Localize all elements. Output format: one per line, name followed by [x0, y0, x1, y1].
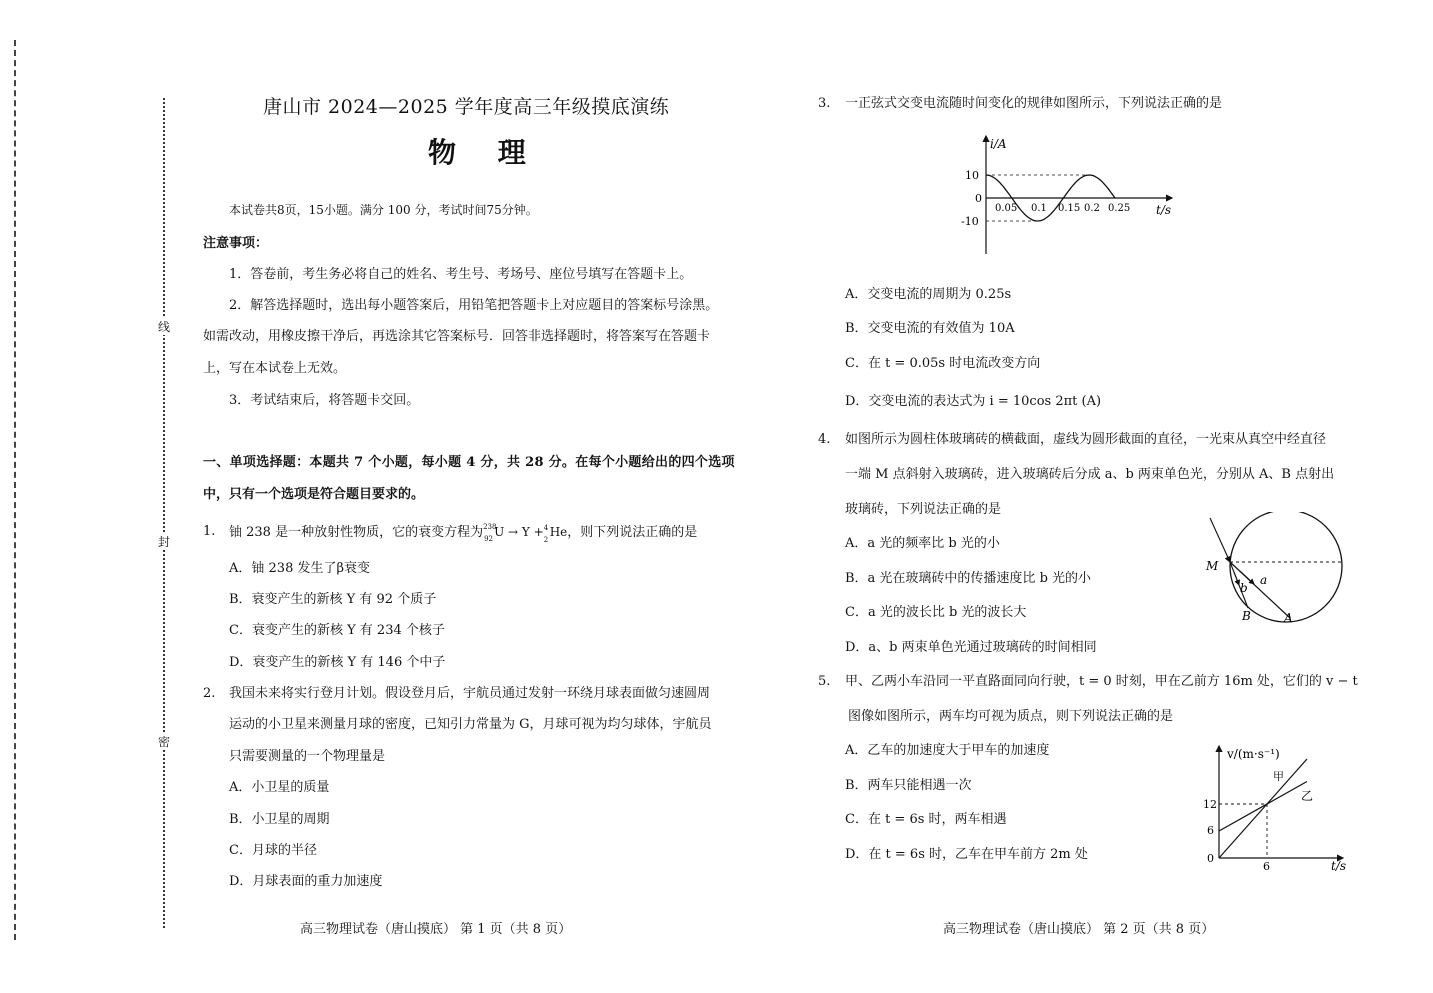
vt-x-tick-6: 6 [1263, 860, 1270, 873]
ac-y-tick-10: 10 [965, 169, 979, 182]
vt-legend-jia: 甲 [1273, 770, 1284, 783]
label-a: a [1260, 573, 1268, 587]
q1-option-a: A．铀 238 发生了β衰变 [229, 561, 370, 576]
q2-option-c: C．月球的半径 [229, 843, 317, 858]
q3-option-c: C．在 t = 0.05s 时电流改变方向 [845, 356, 1041, 371]
margin-char-xian: 线 [158, 320, 171, 334]
q2-option-a: A．小卫星的质量 [229, 780, 330, 795]
section-heading-cont: 中，只有一个选项是符合题目要求的。 [203, 487, 425, 502]
u-mass: 238 [483, 523, 497, 531]
ray-a [1230, 562, 1290, 618]
label-b: b [1240, 581, 1248, 595]
q4-option-a: A．a 光的频率比 b 光的小 [845, 536, 1000, 551]
ray-b-arrow [1234, 572, 1239, 585]
ac-x-tick-0.15: 0.15 [1058, 203, 1081, 214]
vt-series-yi [1219, 759, 1307, 858]
glass-brick-figure [1198, 512, 1358, 630]
vt-x-tick-0: 0 [1207, 852, 1214, 865]
q3-option-d: D．交变电流的表达式为 i = 10cos 2πt (A) [845, 394, 1102, 409]
notice-3: 3．考试结束后，将答题卡交回。 [229, 393, 420, 408]
q2-stem-1: 我国未来将实行登月计划。假设登月后，宇航员通过发射一环绕月球表面做匀速圆周 [229, 686, 711, 701]
u-symbol: U [494, 525, 505, 539]
ac-x-tick-0.05: 0.05 [995, 203, 1018, 214]
vt-legend-yi: 乙 [1301, 789, 1314, 803]
q2-stem-3: 只需要测量的一个物理量是 [229, 749, 386, 764]
q5-option-a: A．乙车的加速度大于甲车的加速度 [845, 743, 1050, 758]
ac-y-label: i/A [990, 137, 1007, 151]
vt-chart [1195, 740, 1355, 874]
notice-2-end: 上，写在本试卷上无效。 [203, 361, 347, 376]
q5-stem-1: 甲、乙两小车沿同一平直路面同向行驶，t = 0 时刻，甲在乙前方 16m 处，它们的 v − t [845, 674, 1358, 689]
q3-option-b: B．交变电流的有效值为 10A [845, 321, 1015, 336]
q2-option-b: B．小卫星的周期 [229, 812, 330, 827]
ac-x-tick-0.25: 0.25 [1108, 203, 1131, 214]
q4-stem-3: 玻璃砖，下列说法正确的是 [845, 502, 1002, 517]
section-heading: 一、单项选择题：本题共 7 个小题，每小题 4 分，共 28 分。在每个小题给出的四个选项 [203, 455, 735, 470]
label-M: M [1206, 559, 1219, 573]
he-charge: 2 [543, 536, 549, 544]
q1-stem-a: 铀 238 是一种放射性物质，它的衰变方程为 [229, 525, 484, 540]
q1-number: 1. [203, 524, 216, 539]
he-symbol: He [549, 525, 568, 539]
decay-equation [483, 523, 568, 544]
q5-option-d: D．在 t = 6s 时，乙车在甲车前方 2m 处 [845, 847, 1088, 862]
q3-number: 3. [818, 96, 831, 111]
vt-x-label: t/s [1331, 859, 1347, 873]
page-1-footer: 高三物理试卷（唐山摸底） 第 1 页（共 8 页） [300, 922, 572, 937]
notice-heading: 注意事项： [203, 236, 269, 251]
vt-y-tick-6: 6 [1207, 824, 1214, 837]
vt-y-label: v/(m·s⁻¹) [1227, 747, 1280, 761]
q4-number: 4. [818, 432, 831, 447]
y-symbol: Y + [521, 525, 544, 539]
q4-stem-2: 一端 M 点斜射入玻璃砖，进入玻璃砖后分成 a、b 两束单色光，分别从 A、B 点射出 [845, 467, 1335, 482]
vt-series-jia [1219, 782, 1307, 832]
margin-char-mi: 密 [158, 735, 171, 749]
margin-char-feng: 封 [158, 535, 171, 549]
q1-option-b: B．衰变产生的新核 Y 有 92 个质子 [229, 592, 437, 607]
scan-edge-line [14, 40, 16, 940]
notice-2: 2．解答选择题时，选出每小题答案后，用铅笔把答题卡上对应题目的答案标号涂黑。 [229, 298, 719, 313]
q4-option-d: D．a、b 两束单色光通过玻璃砖的时间相同 [845, 640, 1097, 655]
incident-ray [1210, 518, 1230, 562]
u-charge: 92 [484, 535, 493, 543]
ac-y-tick-neg10: -10 [961, 215, 979, 228]
q4-stem-1: 如图所示为圆柱体玻璃砖的横截面，虚线为圆形截面的直径，一光束从真空中经直径 [845, 432, 1327, 447]
notice-1: 1．答卷前，考生务必将自己的姓名、考生号、考场号、座位号填写在答题卡上。 [229, 267, 693, 282]
notice-2-cont: 如需改动，用橡皮擦干净后，再选涂其它答案标号．回答非选择题时，将答案写在答题卡 [203, 329, 711, 344]
q1-stem-b: ，则下列说法正确的是 [567, 525, 698, 540]
vt-y-tick-12: 12 [1203, 798, 1217, 811]
q1-option-c: C．衰变产生的新核 Y 有 234 个核子 [229, 623, 445, 638]
q2-option-d: D．月球表面的重力加速度 [229, 874, 383, 889]
q2-stem-2: 运动的小卫星来测量月球的密度，已知引力常量为 G，月球可视为均匀球体，宇航员 [229, 717, 712, 732]
he-mass: 4 [543, 524, 549, 532]
subject-title: 物 理 [428, 136, 542, 169]
q1-option-d: D．衰变产生的新核 Y 有 146 个中子 [229, 655, 446, 670]
page-2-footer: 高三物理试卷（唐山摸底） 第 2 页（共 8 页） [943, 922, 1215, 937]
q2-number: 2. [203, 686, 216, 701]
ac-x-tick-0.2: 0.2 [1084, 203, 1100, 214]
q5-number: 5. [818, 674, 831, 689]
ac-x-label: t/s [1156, 203, 1172, 217]
arrow: → [508, 525, 519, 539]
q3-stem: 一正弦式交变电流随时间变化的规律如图所示，下列说法正确的是 [845, 96, 1223, 111]
q5-option-c: C．在 t = 6s 时，两车相遇 [845, 812, 1007, 827]
q4-option-b: B．a 光在玻璃砖中的传播速度比 b 光的小 [845, 571, 1092, 586]
margin-dotted-line [163, 98, 165, 928]
label-B: B [1242, 609, 1251, 623]
q1-stem [229, 523, 698, 544]
label-A: A [1284, 611, 1293, 625]
exam-intro: 本试卷共8页，15小题。满分 100 分，考试时间75分钟。 [229, 203, 538, 217]
exam-title: 唐山市 2024—2025 学年度高三年级摸底演练 [263, 96, 670, 118]
q5-stem-2: 图像如图所示，两车均可视为质点，则下列说法正确的是 [848, 709, 1174, 724]
ac-current-chart [950, 130, 1180, 260]
ac-x-tick-0.1: 0.1 [1031, 203, 1047, 214]
q3-option-a: A．交变电流的周期为 0.25s [845, 287, 1012, 302]
q4-option-c: C．a 光的波长比 b 光的波长大 [845, 605, 1027, 620]
q5-option-b: B．两车只能相遇一次 [845, 778, 972, 793]
ac-y-tick-0: 0 [975, 192, 982, 205]
